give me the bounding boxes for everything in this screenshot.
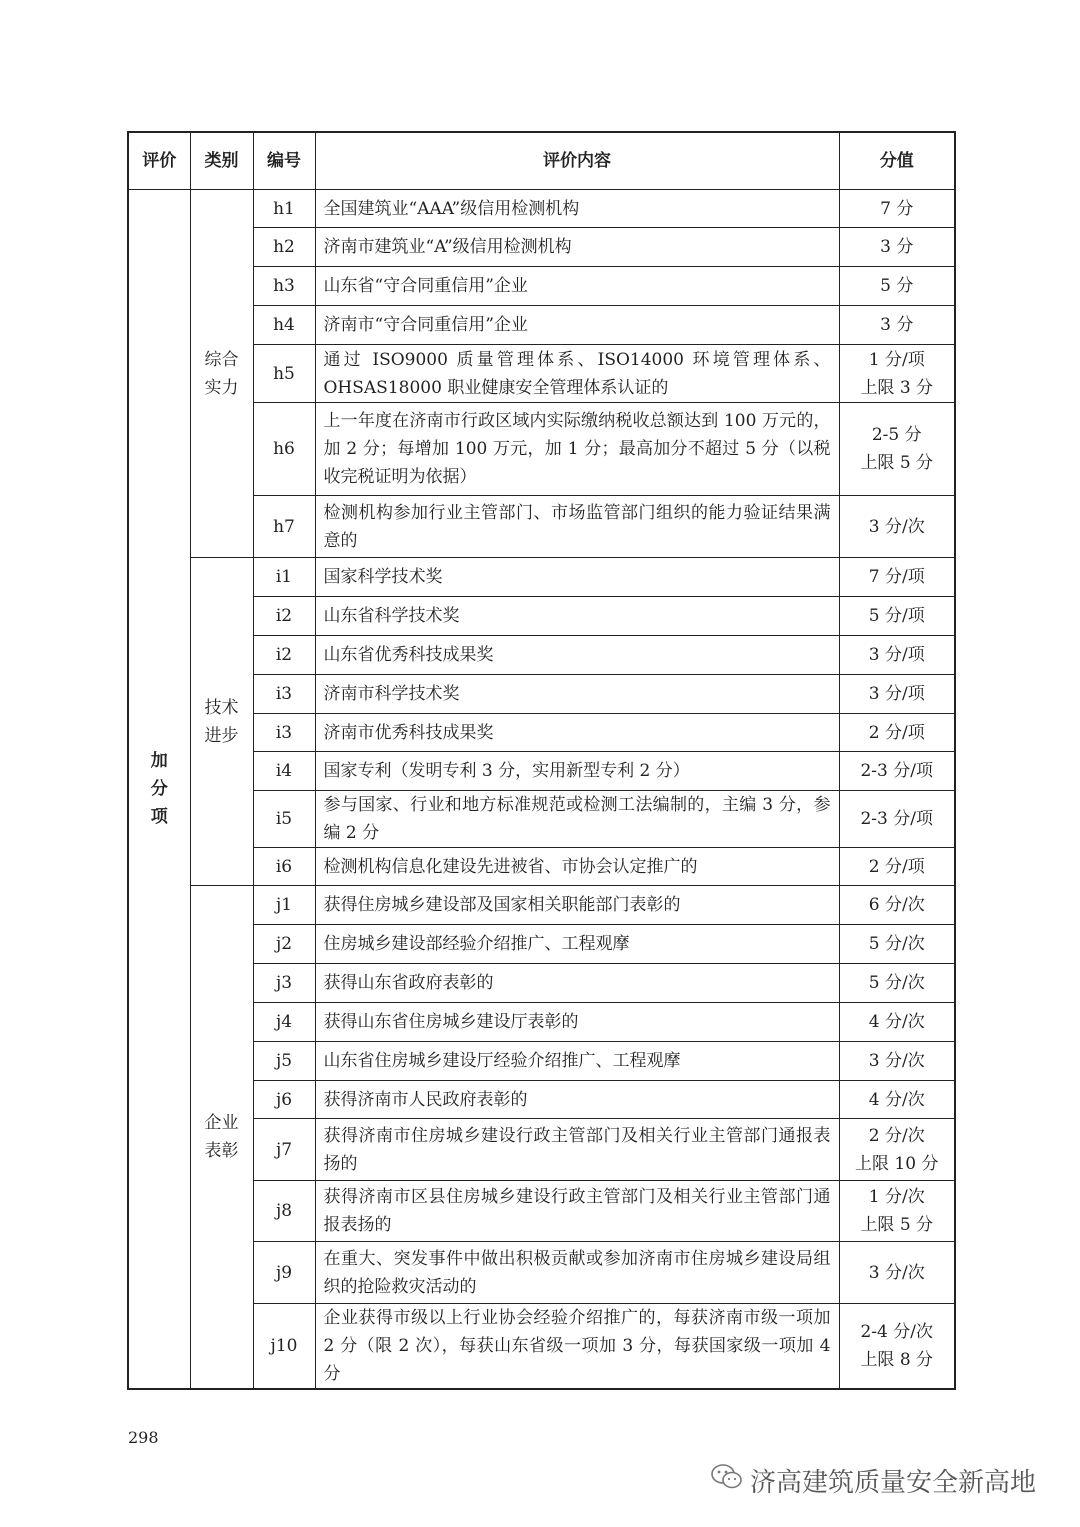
row-code: j10 xyxy=(253,1304,315,1390)
row-content: 获得山东省政府表彰的 xyxy=(315,964,839,1003)
score-line: 2 分/次 xyxy=(868,1125,925,1146)
score-line: 上限 5 分 xyxy=(860,1215,934,1235)
table-row xyxy=(128,306,955,345)
row-score xyxy=(839,1181,955,1242)
score-line: 2-5 分 xyxy=(871,425,922,445)
row-code: i2 xyxy=(253,636,315,675)
row-score xyxy=(839,1242,955,1304)
score-line: 7 分/项 xyxy=(868,567,925,587)
header-eval: 评价 xyxy=(128,132,190,190)
row-content: 济南市建筑业“A”级信用检测机构 xyxy=(315,228,839,267)
score-line: 2 分/项 xyxy=(868,856,925,877)
table-row xyxy=(128,1242,955,1304)
row-content: 济南市科学技术奖 xyxy=(315,675,839,714)
table-row xyxy=(128,597,955,636)
row-code: j6 xyxy=(253,1081,315,1119)
watermark-text: 济高建筑质量安全新高地 xyxy=(750,1467,1037,1498)
row-score xyxy=(839,403,955,496)
watermark xyxy=(710,1462,1036,1498)
table-row xyxy=(128,886,955,925)
row-score xyxy=(839,848,955,886)
row-content: 获得住房城乡建设部及国家相关职能部门表彰的 xyxy=(315,886,839,925)
header-content: 评价内容 xyxy=(315,132,839,190)
table-row xyxy=(128,345,955,403)
row-code: i3 xyxy=(253,675,315,714)
score-line: 上限 8 分 xyxy=(860,1350,934,1370)
row-code: j4 xyxy=(253,1003,315,1042)
row-code: h6 xyxy=(253,403,315,496)
row-score xyxy=(839,496,955,558)
table-row xyxy=(128,1042,955,1081)
row-score xyxy=(839,791,955,848)
table-row xyxy=(128,403,955,496)
score-line: 2-3 分/项 xyxy=(860,761,933,781)
row-score xyxy=(839,1304,955,1390)
table-body xyxy=(128,190,955,1390)
row-content: 济南市“守合同重信用”企业 xyxy=(315,306,839,345)
score-line: 5 分 xyxy=(880,276,914,296)
table-row xyxy=(128,714,955,752)
table-row xyxy=(128,228,955,267)
table-row xyxy=(128,1119,955,1181)
row-code: j3 xyxy=(253,964,315,1003)
header-category: 类别 xyxy=(190,132,253,190)
row-code: j2 xyxy=(253,925,315,964)
row-code: h7 xyxy=(253,496,315,558)
table-row xyxy=(128,1304,955,1390)
table-row xyxy=(128,496,955,558)
row-code: i3 xyxy=(253,714,315,752)
wechat-icon xyxy=(710,1462,744,1499)
row-score xyxy=(839,752,955,791)
row-score xyxy=(839,714,955,752)
score-line: 2-4 分/次 xyxy=(860,1322,933,1342)
row-content: 住房城乡建设部经验介绍推广、工程观摩 xyxy=(315,925,839,964)
score-line: 7 分 xyxy=(880,198,914,219)
row-code: j9 xyxy=(253,1242,315,1304)
row-content: 获得山东省住房城乡建设厅表彰的 xyxy=(315,1003,839,1042)
score-line: 上限 5 分 xyxy=(860,453,934,473)
score-line: 3 分 xyxy=(880,315,914,335)
score-line: 3 分/次 xyxy=(868,1262,925,1283)
score-line: 6 分/次 xyxy=(868,895,925,915)
header-score: 分值 xyxy=(839,132,955,190)
row-content: 国家专利（发明专利 3 分，实用新型专利 2 分） xyxy=(315,752,839,791)
score-line: 2-3 分/项 xyxy=(860,809,933,829)
row-content: 获得济南市住房城乡建设行政主管部门及相关行业主管部门通报表扬的 xyxy=(315,1119,839,1181)
table-row xyxy=(128,752,955,791)
category-cell xyxy=(190,558,253,886)
row-score xyxy=(839,925,955,964)
row-code: i1 xyxy=(253,558,315,597)
row-code: i4 xyxy=(253,752,315,791)
score-line: 上限 3 分 xyxy=(860,377,934,398)
page-number: 298 xyxy=(128,1428,159,1447)
row-content: 济南市优秀科技成果奖 xyxy=(315,714,839,752)
row-content: 国家科学技术奖 xyxy=(315,558,839,597)
row-content: 山东省“守合同重信用”企业 xyxy=(315,267,839,306)
row-score xyxy=(839,886,955,925)
table-row xyxy=(128,558,955,597)
score-line: 1 分/项 xyxy=(868,349,925,370)
table-row xyxy=(128,1003,955,1042)
row-code: i2 xyxy=(253,597,315,636)
row-content: 上一年度在济南市行政区域内实际缴纳税收总额达到 100 万元的，加 2 分；每增加 100 万元，加 1 分；最高加分不超过 5 分（以税收完税证明为依据） xyxy=(315,403,839,496)
evaluation-label-cell xyxy=(128,190,190,1390)
table-row xyxy=(128,675,955,714)
table-row xyxy=(128,636,955,675)
score-line: 2 分/项 xyxy=(868,722,925,743)
row-score xyxy=(839,1081,955,1119)
row-code: j8 xyxy=(253,1181,315,1242)
table-row xyxy=(128,190,955,228)
row-score xyxy=(839,964,955,1003)
category-cell xyxy=(190,886,253,1390)
row-content: 在重大、突发事件中做出积极贡献或参加济南市住房城乡建设局组织的抢险救灾活动的 xyxy=(315,1242,839,1304)
row-content: 企业获得市级以上行业协会经验介绍推广的，每获济南市级一项加 2 分（限 2 次），每获山东省级一项加 3 分，每获国家级一项加 4 分 xyxy=(315,1304,839,1390)
score-line: 3 分/项 xyxy=(868,684,925,704)
row-code: j5 xyxy=(253,1042,315,1081)
category-label: 企业表彰 xyxy=(204,1113,239,1161)
row-score xyxy=(839,675,955,714)
table-row xyxy=(128,791,955,848)
table-row xyxy=(128,925,955,964)
header-code: 编号 xyxy=(253,132,315,190)
score-line: 3 分/项 xyxy=(868,645,925,665)
row-content: 山东省优秀科技成果奖 xyxy=(315,636,839,675)
row-code: h5 xyxy=(253,345,315,403)
score-line: 3 分 xyxy=(880,237,914,257)
category-label: 综合实力 xyxy=(204,349,239,398)
row-content: 获得济南市人民政府表彰的 xyxy=(315,1081,839,1119)
evaluation-table xyxy=(127,131,956,1390)
row-content: 山东省科学技术奖 xyxy=(315,597,839,636)
category-cell xyxy=(190,190,253,558)
row-content: 检测机构信息化建设先进被省、市协会认定推广的 xyxy=(315,848,839,886)
row-content: 全国建筑业“AAA”级信用检测机构 xyxy=(315,190,839,228)
score-line: 上限 10 分 xyxy=(855,1153,939,1174)
score-line: 5 分/次 xyxy=(868,934,925,954)
score-line: 1 分/次 xyxy=(868,1187,925,1207)
row-score xyxy=(839,1119,955,1181)
row-score xyxy=(839,306,955,345)
score-line: 4 分/次 xyxy=(868,1089,925,1110)
row-code: h2 xyxy=(253,228,315,267)
table-row xyxy=(128,1181,955,1242)
row-code: j7 xyxy=(253,1119,315,1181)
row-score xyxy=(839,190,955,228)
row-content: 检测机构参加行业主管部门、市场监管部门组织的能力验证结果满意的 xyxy=(315,496,839,558)
row-code: j1 xyxy=(253,886,315,925)
score-line: 3 分/次 xyxy=(868,1051,925,1071)
evaluation-label: 加分项 xyxy=(150,751,168,827)
category-label: 技术进步 xyxy=(204,697,239,746)
row-code: h1 xyxy=(253,190,315,228)
row-score xyxy=(839,1042,955,1081)
row-code: h4 xyxy=(253,306,315,345)
table-row xyxy=(128,964,955,1003)
row-content: 参与国家、行业和地方标准规范或检测工法编制的，主编 3 分，参编 2 分 xyxy=(315,791,839,848)
row-content: 山东省住房城乡建设厅经验介绍推广、工程观摩 xyxy=(315,1042,839,1081)
row-score xyxy=(839,636,955,675)
row-content: 通过 ISO9000 质量管理体系、ISO14000 环境管理体系、OHSAS18000 职业健康安全管理体系认证的 xyxy=(315,345,839,403)
row-score xyxy=(839,267,955,306)
row-score xyxy=(839,597,955,636)
row-code: h3 xyxy=(253,267,315,306)
table-row xyxy=(128,848,955,886)
score-line: 5 分/次 xyxy=(868,973,925,993)
table-header-row xyxy=(128,132,955,190)
row-score xyxy=(839,558,955,597)
score-line: 5 分/项 xyxy=(868,606,925,626)
table-row xyxy=(128,1081,955,1119)
row-score xyxy=(839,228,955,267)
score-line: 3 分/次 xyxy=(868,516,925,537)
table-row xyxy=(128,267,955,306)
row-code: i5 xyxy=(253,791,315,848)
score-line: 4 分/次 xyxy=(868,1012,925,1032)
row-score xyxy=(839,345,955,403)
row-code: i6 xyxy=(253,848,315,886)
row-content: 获得济南市区县住房城乡建设行政主管部门及相关行业主管部门通报表扬的 xyxy=(315,1181,839,1242)
row-score xyxy=(839,1003,955,1042)
